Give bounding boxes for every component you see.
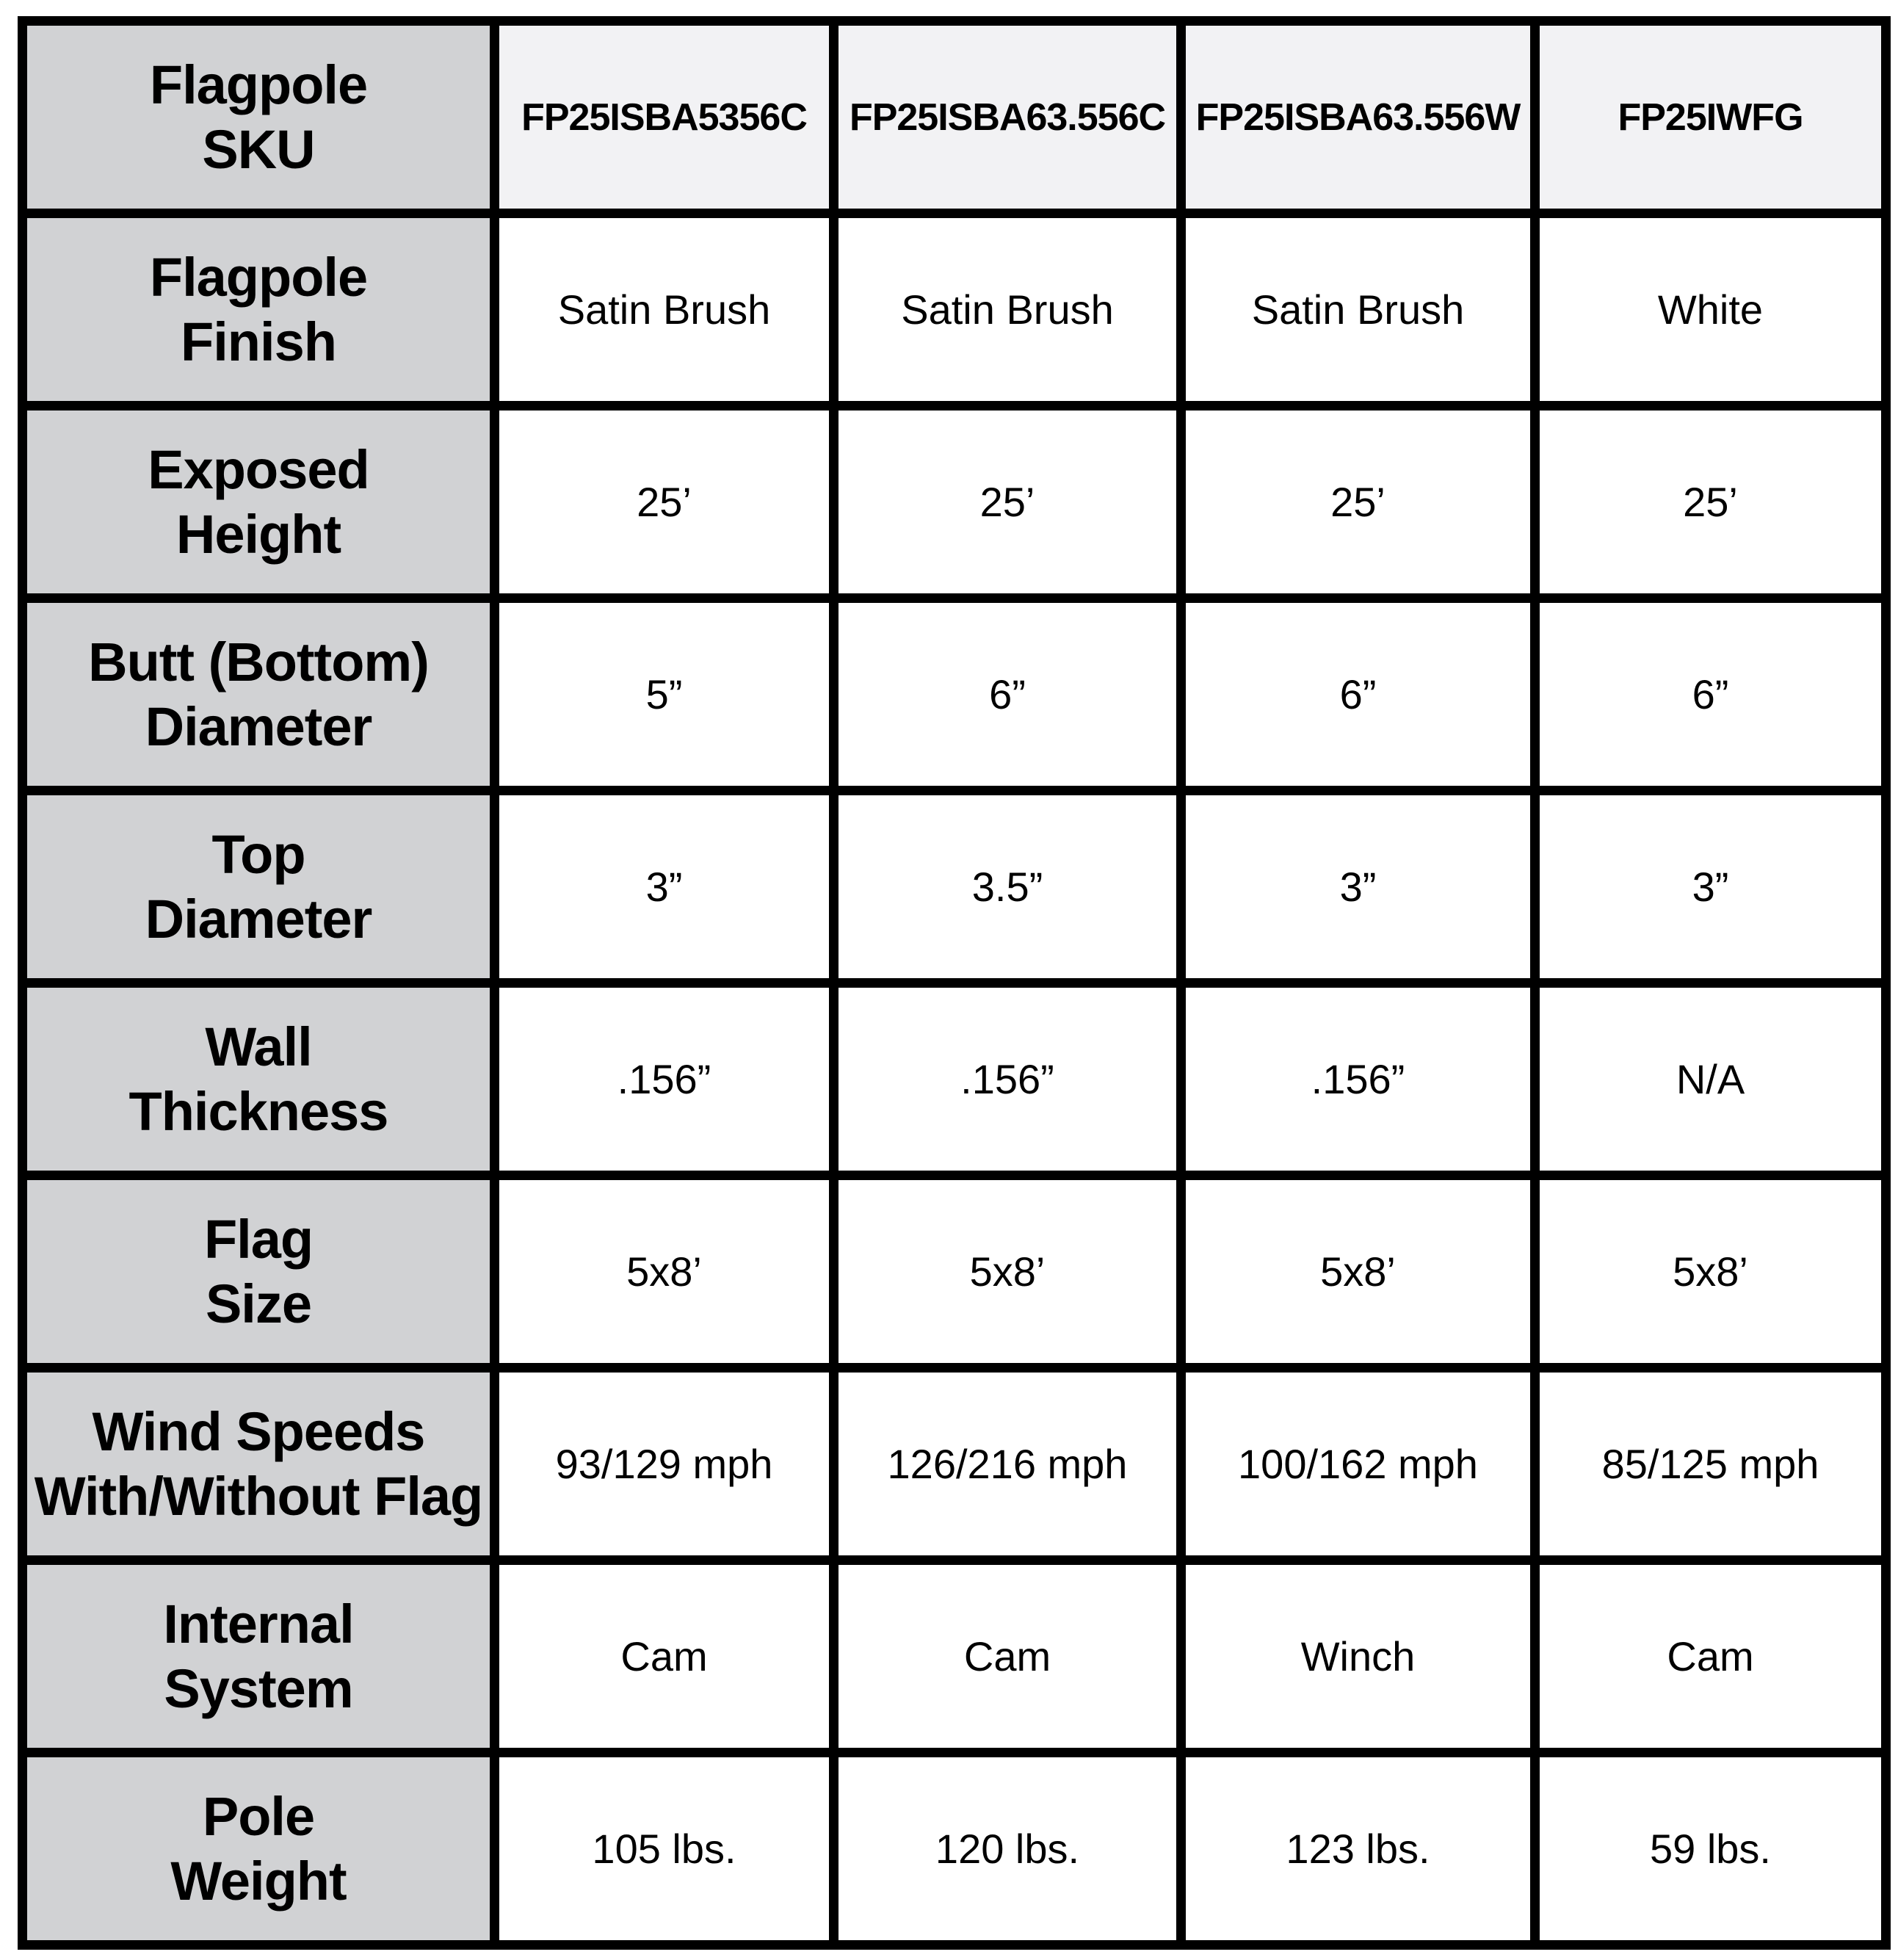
value-cell: 25’ — [834, 406, 1181, 599]
value-cell: White — [1535, 214, 1886, 406]
value-cell: Winch — [1181, 1561, 1535, 1753]
value-cell: N/A — [1535, 983, 1886, 1176]
sku-cell: FP25ISBA63.556W — [1181, 21, 1535, 214]
row-label: Wall Thickness — [23, 983, 495, 1176]
value-cell: 5x8’ — [834, 1176, 1181, 1368]
value-cell: 126/216 mph — [834, 1368, 1181, 1561]
table-row-wall-thickness — [23, 983, 1886, 1176]
value-cell: 105 lbs. — [495, 1753, 834, 1945]
value-cell: 25’ — [1181, 406, 1535, 599]
flagpole-spec-table — [18, 16, 1891, 1950]
table-row-internal-system — [23, 1561, 1886, 1753]
value-cell: 59 lbs. — [1535, 1753, 1886, 1945]
row-label: Internal System — [23, 1561, 495, 1753]
table-row-top-diameter — [23, 791, 1886, 983]
value-cell: 5x8’ — [495, 1176, 834, 1368]
row-label: Top Diameter — [23, 791, 495, 983]
value-cell: 6” — [834, 599, 1181, 791]
value-cell: .156” — [834, 983, 1181, 1176]
value-cell: 5x8’ — [1535, 1176, 1886, 1368]
value-cell: 120 lbs. — [834, 1753, 1181, 1945]
value-cell: Cam — [495, 1561, 834, 1753]
table-row-exposed-height — [23, 406, 1886, 599]
value-cell: 5” — [495, 599, 834, 791]
value-cell: 3” — [1535, 791, 1886, 983]
row-label: Pole Weight — [23, 1753, 495, 1945]
value-cell: 5x8’ — [1181, 1176, 1535, 1368]
row-label: Flag Size — [23, 1176, 495, 1368]
value-cell: Satin Brush — [834, 214, 1181, 406]
value-cell: 100/162 mph — [1181, 1368, 1535, 1561]
table-row-butt-diameter — [23, 599, 1886, 791]
value-cell: 85/125 mph — [1535, 1368, 1886, 1561]
row-label: Flagpole Finish — [23, 214, 495, 406]
sku-cell: FP25ISBA5356C — [495, 21, 834, 214]
sku-cell: FP25IWFG — [1535, 21, 1886, 214]
value-cell: Satin Brush — [1181, 214, 1535, 406]
value-cell: Cam — [1535, 1561, 1886, 1753]
table-row-flag-size — [23, 1176, 1886, 1368]
table-row-sku — [23, 21, 1886, 214]
value-cell: 123 lbs. — [1181, 1753, 1535, 1945]
row-label: Exposed Height — [23, 406, 495, 599]
value-cell: Satin Brush — [495, 214, 834, 406]
table-row-pole-weight — [23, 1753, 1886, 1945]
value-cell: .156” — [495, 983, 834, 1176]
value-cell: 25’ — [1535, 406, 1886, 599]
value-cell: 6” — [1535, 599, 1886, 791]
value-cell: 3” — [1181, 791, 1535, 983]
row-label: Wind Speeds With/Without Flag — [23, 1368, 495, 1561]
value-cell: 3.5” — [834, 791, 1181, 983]
value-cell: 3” — [495, 791, 834, 983]
table-row-wind-speeds — [23, 1368, 1886, 1561]
value-cell: .156” — [1181, 983, 1535, 1176]
row-label: Butt (Bottom) Diameter — [23, 599, 495, 791]
value-cell: 25’ — [495, 406, 834, 599]
row-label-sku: Flagpole SKU — [23, 21, 495, 214]
sku-cell: FP25ISBA63.556C — [834, 21, 1181, 214]
value-cell: 6” — [1181, 599, 1535, 791]
value-cell: Cam — [834, 1561, 1181, 1753]
value-cell: 93/129 mph — [495, 1368, 834, 1561]
table-row-finish — [23, 214, 1886, 406]
